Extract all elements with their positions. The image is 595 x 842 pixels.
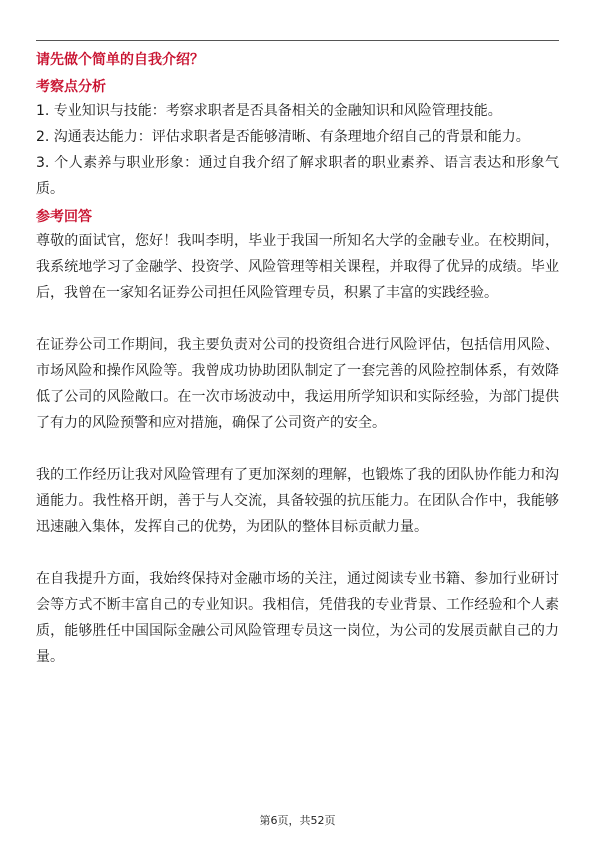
page-number: 第6页，共52页 xyxy=(259,814,336,827)
page-content xyxy=(36,48,559,670)
answer-paragraph: 在证券公司工作期间，我主要负责对公司的投资组合进行风险评估，包括信用风险、市场风险和操作风险等。我曾成功协助团队制定了一套完善的风险控制体系，有效降低了公司的风险敞口。在一次市场波动中，我运用所学知识和实际经验，为部门提供了有力的风险预警和应对措施，确保了公司资产的安全。 xyxy=(36,337,559,431)
answer-paragraph: 我的工作经历让我对风险管理有了更加深刻的理解，也锻炼了我的团队协作能力和沟通能力。我性格开朗，善于与人交流，具备较强的抗压能力。在团队合作中，我能够迅速融入集体，发挥自己的优势，为团队的整体目标贡献力量。 xyxy=(36,467,559,535)
answer-paragraph: 在自我提升方面，我始终保持对金融市场的关注，通过阅读专业书籍、参加行业研讨会等方式不断丰富自己的专业知识。我相信，凭借我的专业背景、工作经验和个人素质，能够胜任中国国际金融公司风险管理专员这一岗位，为公司的发展贡献自己的力量。 xyxy=(36,571,559,665)
answer-paragraph: 尊敬的面试官，您好！我叫李明，毕业于我国一所知名大学的金融专业。在校期间，我系统地学习了金融学、投资学、风险管理等相关课程，并取得了优异的成绩。毕业后，我曾在一家知名证券公司担任风险管理专员，积累了丰富的实践经验。 xyxy=(36,233,559,301)
question-title: 请先做个简单的自我介绍？ xyxy=(36,52,204,68)
analysis-item: 3. 个人素养与职业形象：通过自我介绍了解求职者的职业素养、语言表达和形象气质。 xyxy=(36,155,559,197)
analysis-heading: 考察点分析 xyxy=(36,79,106,95)
header-divider xyxy=(36,40,559,41)
analysis-item: 2. 沟通表达能力：评估求职者是否能够清晰、有条理地介绍自己的背景和能力。 xyxy=(36,129,530,145)
answer-heading: 参考回答 xyxy=(36,209,92,225)
analysis-item: 1. 专业知识与技能：考察求职者是否具备相关的金融知识和风险管理技能。 xyxy=(36,103,502,119)
